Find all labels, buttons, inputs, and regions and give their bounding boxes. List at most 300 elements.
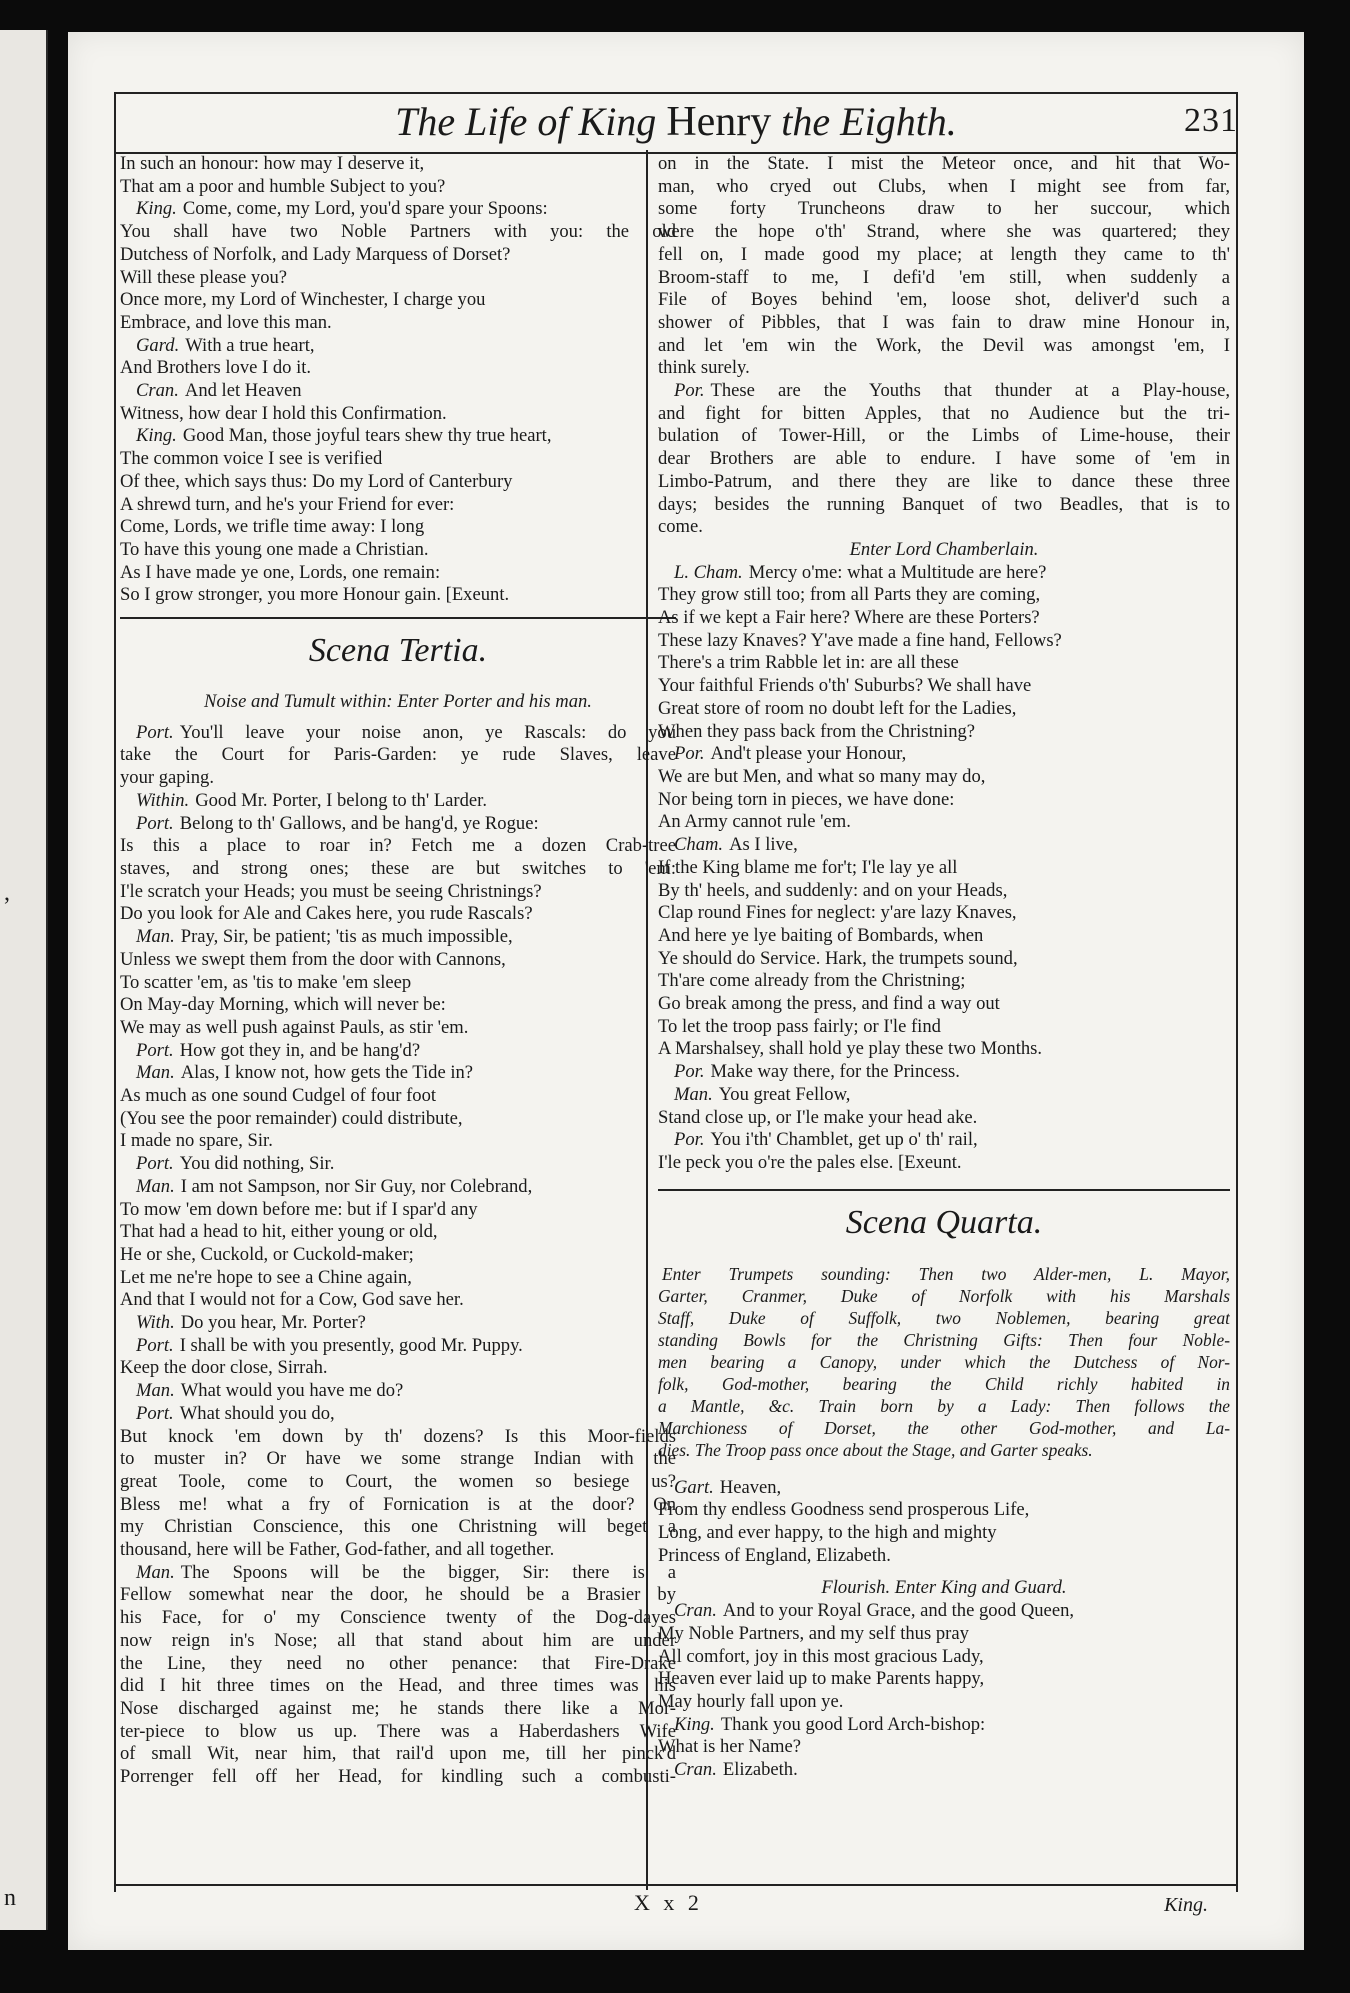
line-text: Pray, Sir, be patient; 'tis as much impossible, [180,926,513,948]
text-line [658,766,1230,789]
text-line [658,1499,1230,1522]
speaker-name: Por. [674,380,705,402]
text-line [120,1539,676,1562]
text-line [120,1743,676,1766]
line-text: Bless me! what a fry of Fornication is at the door? On [120,1493,676,1515]
text-line [658,312,1230,335]
line-text: As I have made ye one, Lords, one remain: [120,561,441,583]
line-text: You shall have two Noble Partners with you: the old [120,221,676,243]
text-line [120,903,676,926]
text-line [658,176,1230,199]
text-line [120,1108,676,1131]
line-text: As I live, [729,834,798,856]
left-top-block [120,153,676,607]
line-text: When they pass back from the Christning? [658,720,976,742]
speaker-name: With. [136,1312,175,1334]
line-text: How got they in, and be hang'd? [179,1039,421,1061]
stage-direction-line: Enter Trumpets sounding: Then two Alder-men, L. Mayor, [662,1263,1230,1284]
speaker-name: Por. [674,743,705,765]
line-text: Do you look for Ale and Cakes here, you rude Rascals? [120,903,533,925]
line-text: What would you have me do? [180,1380,404,1402]
text-line [120,312,676,335]
text-line [120,1721,676,1744]
text-line [658,652,1230,675]
speaker-name: Port. [136,1402,174,1424]
line-text: So I grow stronger, you more Honour gain. [Exeunt. [120,584,510,606]
line-text: To have this young one made a Christian. [120,538,429,560]
right-column [658,153,1230,1782]
speaker-name: Man. [136,1561,175,1583]
text-line [120,1289,676,1312]
text-line [120,1653,676,1676]
text-line [658,675,1230,698]
stage-direction-line: men bearing a Canopy, under which the Dutchess of Nor- [658,1351,1230,1372]
text-line [120,1335,676,1358]
line-text: Good Mr. Porter, I belong to th' Larder. [195,789,487,811]
stage-direction-line: folk, God-mother, bearing the Child richly habited in [658,1373,1230,1394]
text-line [658,948,1230,971]
text-line [658,698,1230,721]
text-line [658,403,1230,426]
text-line [120,1380,676,1403]
speaker-name: Port. [136,1334,174,1356]
line-text: And that I would not for a Cow, God save her. [120,1289,464,1311]
line-text: They grow still too; from all Parts they are coming, [658,584,1041,606]
line-text: Witness, how dear I hold this Confirmation. [120,402,447,424]
line-text: All comfort, joy in this most gracious Lady, [658,1645,984,1667]
text-line [120,1017,676,1040]
line-text: You did nothing, Sir. [179,1153,335,1175]
line-text: bulation of Tower-Hill, or the Limbs of Lime-house, their [658,425,1230,447]
text-line [120,539,676,562]
speaker-name: Por. [674,1061,705,1083]
text-line [120,1607,676,1630]
text-line [120,153,676,176]
text-line [120,835,676,858]
text-line [120,1357,676,1380]
text-line [658,1522,1230,1545]
text-line [658,198,1230,221]
line-text: Alas, I know not, how gets the Tide in? [180,1062,474,1084]
garter-block [658,1477,1230,1568]
text-line [120,244,676,267]
line-text: Is this a place to roar in? Fetch me a dozen Crab-tree [120,835,676,857]
line-text: File of Boyes behind 'em, loose shot, deliver'd such a [658,289,1230,311]
speaker-name: Man. [674,1083,713,1105]
text-line [658,857,1230,880]
text-line [658,1759,1230,1782]
text-line [658,1623,1230,1646]
line-text: What is her Name? [658,1736,802,1758]
line-text: I'le peck you o're the pales else. [Exeunt. [658,1151,962,1173]
speaker-name: Cran. [674,1759,717,1781]
previous-page-edge [0,30,48,1930]
line-text: Come, come, my Lord, you'd spare your Spoons: [182,198,548,220]
line-text: Your faithful Friends o'th' Suburbs? We shall have [658,675,1032,697]
text-line [658,289,1230,312]
line-text: Heaven, [719,1476,782,1498]
line-text: The common voice I see is verified [120,448,383,470]
line-text: Nor being torn in pieces, we have done: [658,788,955,810]
right-top-block [658,153,1230,539]
text-line [658,970,1230,993]
text-line [658,1084,1230,1107]
line-text: May hourly fall upon ye. [658,1690,844,1712]
line-text: Th'are come already from the Christning; [658,970,966,992]
text-line [120,198,676,221]
running-title [114,98,1238,146]
line-text: With a true heart, [185,334,315,356]
line-text: his Face, for o' my Conscience twenty of the Dog-dayes [120,1607,676,1629]
text-line [120,1040,676,1063]
speaker-name: Gard. [136,334,180,356]
text-line [658,1038,1230,1061]
line-text: To let the troop pass fairly; or I'le find [658,1015,941,1037]
text-line [120,335,676,358]
left-column [120,153,676,1789]
line-text: These are the Youths that thunder at a Play-house, [710,380,1230,402]
text-line [120,1675,676,1698]
text-line [658,1107,1230,1130]
text-line [658,516,1230,539]
text-line [120,1312,676,1335]
line-text: My Noble Partners, and my self thus pray [658,1622,969,1644]
line-text: By th' heels, and suddenly: and on your Heads, [658,879,1008,901]
stage-direction-chamberlain: Enter Lord Chamberlain. [849,538,1039,560]
scene-rule [658,1189,1230,1191]
line-text: He or she, Cuckold, or Cuckold-maker; [120,1243,414,1265]
scene-rule [120,617,676,619]
line-text: great Toole, come to Court, the women so besiege us? [120,1470,676,1492]
text-line [120,813,676,836]
line-text: Long, and ever happy, to the high and mighty [658,1522,997,1544]
line-text: Limbo-Patrum, and there they are like to dance these three [658,470,1230,492]
text-line [658,267,1230,290]
line-text: the Line, they need no other penance: that Fire-Drake [120,1652,676,1674]
text-line [120,221,676,244]
line-text: Unless we swept them from the door with Cannons, [120,948,506,970]
line-text: Nose discharged against me; he stands there like a Mor- [120,1698,676,1719]
line-text: That am a poor and humble Subject to you? [120,175,446,197]
line-text: And here ye lye baiting of Bombards, when [658,924,984,946]
line-text: Let me ne're hope to see a Chine again, [120,1266,412,1288]
line-text: You great Fellow, [718,1083,851,1105]
line-text: As if we kept a Fair here? Where are these Porters? [658,607,1040,629]
line-text: The Spoons will be the bigger, Sir: there is a [180,1561,676,1583]
text-line [658,1016,1230,1039]
text-line [120,494,676,517]
line-text: In such an honour: how may I deserve it, [120,153,425,174]
line-text: That had a head to hit, either young or old, [120,1221,438,1243]
scene-title-quarta: Scena Quarta. [845,1203,1043,1241]
text-line [658,1600,1230,1623]
text-line [120,722,676,745]
text-line [658,494,1230,517]
line-text: If the King blame me for't; I'le lay ye all [658,856,958,878]
text-line [120,1199,676,1222]
line-text: dear Brothers are able to endure. I have some of 'em in [658,448,1230,470]
line-text: Fellow somewhat near the door, he should be a Brasier by [120,1584,676,1606]
line-text: You i'th' Chamblet, get up o' th' rail, [710,1129,978,1151]
line-text: To scatter 'em, as 'tis to make 'em sleep [120,971,412,993]
line-text: shower of Pibbles, that I was fain to draw mine Honour in, [658,311,1230,333]
line-text: now reign in's Nose; all that stand about him are under [120,1629,676,1651]
text-line [120,1584,676,1607]
text-line [120,858,676,881]
text-line [120,1244,676,1267]
line-text: thousand, here will be Father, God-father, and all together. [120,1539,555,1561]
text-line [658,607,1230,630]
stage-direction-line: Staff, Duke of Suffolk, two Noblemen, bearing great [658,1307,1230,1328]
line-text: Of thee, which says thus: Do my Lord of Canterbury [120,470,513,492]
page-footer [114,1884,1238,1928]
line-text: We are but Men, and what so many may do, [658,765,986,787]
text-line [120,1698,676,1721]
text-line [120,949,676,972]
text-line [658,1545,1230,1568]
text-line [120,176,676,199]
speaker-name: King. [136,425,177,447]
line-text: A shrewd turn, and he's your Friend for ever: [120,493,455,515]
text-line [120,1153,676,1176]
stage-direction-line: dies. The Troop pass once about the Stage, and Garter speaks. [658,1439,1093,1460]
text-line [658,925,1230,948]
stage-direction-line: Marchioness of Dorset, the other God-mother, and La- [658,1417,1230,1438]
text-line [120,357,676,380]
line-text: Keep the door close, Sirrah. [120,1357,328,1379]
line-text: And let Heaven [184,380,302,402]
line-text: We may as well push against Pauls, as stir 'em. [120,1016,469,1038]
line-text: There's a trim Rabble let in: are all these [658,652,959,674]
text-line [120,1448,676,1471]
text-line [120,1426,676,1449]
line-text: Go break among the press, and find a way out [658,993,1000,1015]
line-text: come. [658,516,703,538]
book-page [68,32,1304,1950]
text-line [120,403,676,426]
text-line [658,1152,1230,1175]
text-line [120,1130,676,1153]
line-text: Thank you good Lord Arch-bishop: [720,1713,986,1735]
text-line [120,1516,676,1539]
stage-direction: Noise and Tumult within: Enter Porter and his man. [204,691,592,713]
speaker-name: Cran. [674,1600,717,1622]
text-line [120,881,676,904]
line-text: From thy endless Goodness send prosperous Life, [658,1499,1030,1521]
speaker-name: King. [674,1713,715,1735]
text-line [120,1062,676,1085]
catchword: King. [1164,1894,1208,1916]
text-line [658,1477,1230,1500]
text-line [120,1176,676,1199]
line-text: I'le scratch your Heads; you must be seeing Christnings? [120,880,542,902]
line-text: Stand close up, or I'le make your head ake. [658,1106,978,1128]
text-line [120,790,676,813]
text-line [658,743,1230,766]
text-line [120,448,676,471]
line-text: to muster in? Or have we some strange Indian with the [120,1448,676,1470]
line-text: I am not Sampson, nor Sir Guy, nor Colebrand, [180,1175,533,1197]
text-line [658,1691,1230,1714]
line-text: I shall be with you presently, good Mr. Puppy. [179,1334,523,1356]
signature-mark: X x 2 [634,1890,703,1915]
line-text: ter-piece to blow us up. There was a Haberdashers Wife [120,1720,676,1742]
text-line [120,289,676,312]
speaker-name: Port. [136,812,174,834]
line-text: Elizabeth. [722,1759,798,1781]
text-line [658,357,1230,380]
text-line [120,1630,676,1653]
prev-page-fragment: n [4,1885,16,1911]
text-line [120,471,676,494]
line-text: And Brothers love I do it. [120,357,312,379]
line-text: An Army cannot rule 'em. [658,811,851,833]
line-text: my Christian Conscience, this one Christning will beget a [120,1516,676,1538]
speaker-name: Man. [136,1062,175,1084]
line-text: Once more, my Lord of Winchester, I charge you [120,289,486,311]
text-line [658,153,1230,176]
stage-direction-line: a Mantle, &c. Train born by a Lady: Then follows the [658,1395,1230,1416]
procession-direction [658,1263,1230,1461]
title-pre: The Life of King [395,99,657,144]
line-text: Broom-staff to me, I defi'd 'em still, when suddenly a [658,266,1230,288]
line-text: on in the State. I mist the Meteor once, and hit that Wo- [658,153,1230,174]
text-line [120,994,676,1017]
text-line [120,1085,676,1108]
speaker-name: Cham. [674,834,724,856]
line-text: and let 'em win the Work, the Devil was amongst 'em, I [658,334,1230,356]
text-line [120,1562,676,1585]
left-scene-block [120,722,676,1789]
text-line [658,1646,1230,1669]
speaker-name: Cran. [136,380,179,402]
line-text: Ye should do Service. Hark, the trumpets sound, [658,947,1018,969]
text-line [658,880,1230,903]
text-line [658,834,1230,857]
speaker-name: Port. [136,721,174,743]
line-text: To mow 'em down before me: but if I spar'd any [120,1198,478,1220]
line-text: Belong to th' Gallows, and be hang'd, ye Rogue: [179,812,539,834]
line-text: And't please your Honour, [710,743,907,765]
text-line [120,1221,676,1244]
stage-direction-line: standing Bowls for the Christning Gifts: Then four Noble- [658,1329,1230,1350]
text-line [658,380,1230,403]
text-line [658,993,1230,1016]
line-text: some forty Truncheons draw to her succour, which [658,198,1230,220]
line-text: Make way there, for the Princess. [710,1061,960,1083]
page-number: 231 [1184,102,1238,139]
speaker-name: Port. [136,1039,174,1061]
text-line [120,516,676,539]
text-line [658,448,1230,471]
speaker-name: King. [136,198,177,220]
text-line [658,221,1230,244]
line-text: As much as one sound Cudgel of four foot [120,1085,437,1107]
text-line [120,926,676,949]
text-line [658,721,1230,744]
text-line [658,335,1230,358]
stage-direction-line: Garter, Cranmer, Duke of Norfolk with his Marshals [658,1285,1230,1306]
line-text: think surely. [658,357,750,379]
line-text: were the hope o'th' Strand, where she was quartered; they [658,221,1230,243]
right-mid-block [658,562,1230,1175]
text-line [120,1494,676,1517]
text-line [658,471,1230,494]
page-header [114,92,1238,154]
text-line [658,811,1230,834]
line-text: Porrenger fell off her Head, for kindling such a combusti- [120,1766,676,1788]
speaker-name: Gart. [674,1476,714,1498]
line-text: staves, and strong ones; these are but switches to 'em: [120,857,676,879]
speaker-name: Within. [136,789,190,811]
right-end-block [658,1600,1230,1782]
speaker-name: Port. [136,1153,174,1175]
speaker-name: Man. [136,1175,175,1197]
speaker-name: L. Cham. [674,561,743,583]
line-text: Come, Lords, we trifle time away: I long [120,516,425,538]
text-line [658,1668,1230,1691]
line-text: A Marshalsey, shall hold ye play these two Months. [658,1038,1043,1060]
line-text: What should you do, [179,1402,335,1424]
text-line [658,1129,1230,1152]
line-text: man, who cryed out Clubs, when I might see from far, [658,175,1230,197]
line-text: Embrace, and love this man. [120,311,332,333]
text-line [658,1736,1230,1759]
line-text: your gaping. [120,767,214,789]
line-text: I made no spare, Sir. [120,1130,273,1152]
line-text: take the Court for Paris-Garden: ye rude Slaves, leave [120,744,676,766]
text-line [120,584,676,607]
line-text: Do you hear, Mr. Porter? [180,1312,366,1334]
line-text: Mercy o'me: what a Multitude are here? [748,561,1047,583]
title-post: the Eighth. [781,99,957,144]
text-line [120,972,676,995]
text-line [120,1267,676,1290]
text-line [120,767,676,790]
line-text: But knock 'em down by th' dozens? Is this Moor-fields [120,1425,676,1447]
text-line [120,267,676,290]
line-text: Dutchess of Norfolk, and Lady Marquess of Dorset? [120,243,511,265]
text-line [120,744,676,767]
line-text: days; besides the running Banquet of two Beadles, that is to [658,493,1230,515]
line-text: Good Man, those joyful tears shew thy true heart, [182,425,552,447]
text-line [120,1403,676,1426]
line-text: Heaven ever laid up to make Parents happy, [658,1668,985,1690]
text-line [658,1714,1230,1737]
text-line [120,380,676,403]
line-text: Great store of room no doubt left for the Ladies, [658,697,1017,719]
text-line [658,244,1230,267]
line-text: You'll leave your noise anon, ye Rascals: do you [179,721,676,743]
text-line [120,425,676,448]
line-text: and fight for bitten Apples, that no Audience but the tri- [658,402,1230,424]
speaker-name: Man. [136,1380,175,1402]
text-line [658,1061,1230,1084]
line-text: did I hit three times on the Head, and three times was his [120,1675,676,1697]
text-line [658,584,1230,607]
line-text: On May-day Morning, which will never be: [120,994,446,1016]
text-line [658,562,1230,585]
speaker-name: Por. [674,1129,705,1151]
text-line [658,789,1230,812]
text-line [120,562,676,585]
prev-page-fragment: , [4,880,10,906]
line-text: These lazy Knaves? Y'ave made a fine hand, Fellows? [658,629,1062,651]
line-text: And to your Royal Grace, and the good Queen, [722,1600,1075,1622]
stage-direction-flourish: Flourish. Enter King and Guard. [821,1577,1067,1599]
line-text: of small Wit, near him, that rail'd upon me, till her pinck'd [120,1743,676,1765]
line-text: Will these please you? [120,266,288,288]
